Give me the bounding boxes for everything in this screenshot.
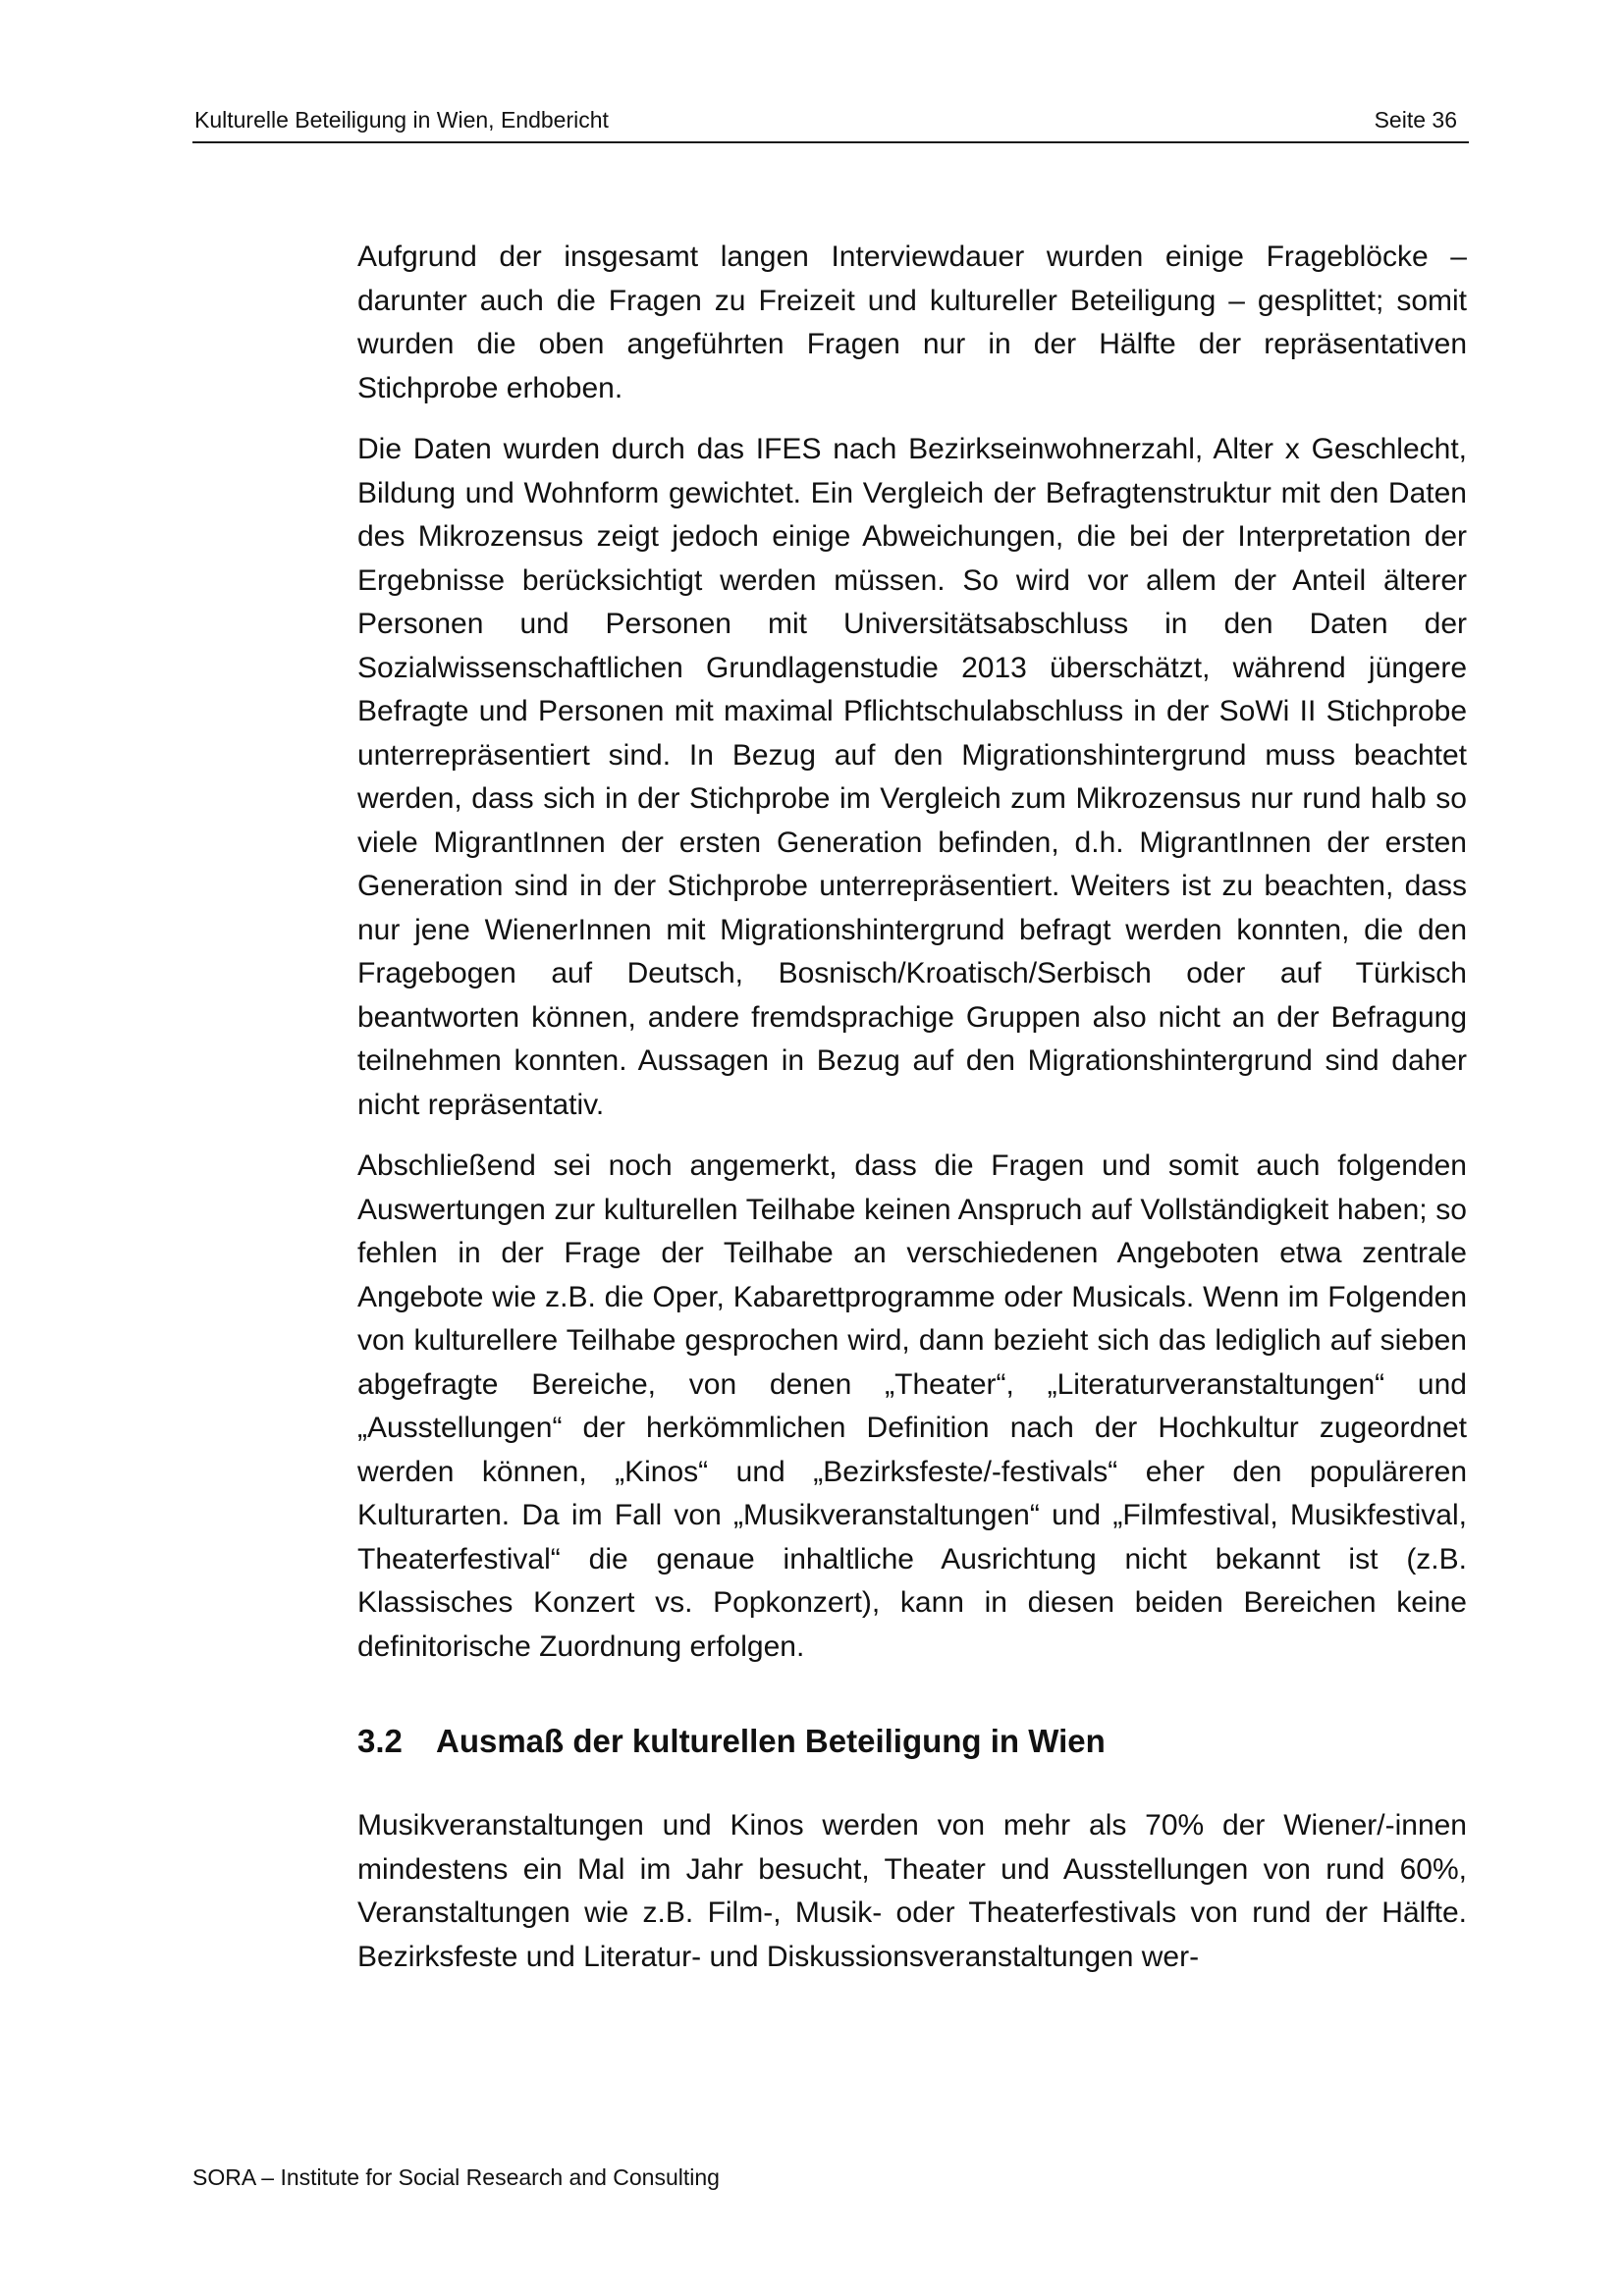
page-header bbox=[192, 102, 1469, 143]
paragraph-interview-duration: Aufgrund der insgesamt langen Interviewdauer wurden einige Frageblöcke – darunter auch die Fragen zu Freizeit und kultureller Beteiligung – gesplittet; somit wurden die oben angeführten Fragen nur in der Hälfte der repräsentativen Stichprobe erhoben. bbox=[357, 240, 1467, 404]
paragraph-participation: Musikveranstaltungen und Kinos werden von mehr als 70% der Wiener/-innen mindestens ein Mal im Jahr besucht, Theater und Ausstellungen von rund 60%, Veranstaltungen wie z.B. Film-, Musik- oder Theaterfestivals von rund der Hälfte. Bezirksfeste und Literatur- und Diskussionsveranstaltungen wer- bbox=[357, 1809, 1467, 1973]
page-number: Seite 36 bbox=[1374, 107, 1457, 133]
report-title: Kulturelle Beteiligung in Wien, Endbericht bbox=[194, 107, 609, 133]
paragraph-weighting: Die Daten wurden durch das IFES nach Bezirkseinwohnerzahl, Alter x Geschlecht, Bildung und Wohnform gewichtet. Ein Vergleich der Befragtenstruktur mit den Daten des Mikrozensus zeigt jedoch einige Abweichungen, die bei der Interpretation der Ergebnisse berücksichtigt werden müssen. So wird vor allem der Anteil älterer Personen und Personen mit Universitätsabschluss in den Daten der Sozialwissenschaftlichen Grundlagenstudie 2013 überschätzt, während jüngere Befragte und Personen mit maximal Pflichtschulabschluss in der SoWi II Stichprobe unterrepräsentiert sind. In Bezug auf den Migrationshintergrund muss beachtet werden, dass sich in der Stichprobe im Vergleich zum Mikrozensus nur rund halb so viele MigrantInnen der ersten Generation befinden, d.h. MigrantInnen der ersten Generation sind in der Stichprobe unterrepräsentiert. Weiters ist zu beachten, dass nur jene WienerInnen mit Migrationshintergrund befragt werden konnten, die den Fragebogen auf Deutsch, Bosnisch/Kroatisch/Serbisch oder auf Türkisch beantworten können, andere fremdsprachige Gruppen also nicht an der Befragung teilnehmen konnten. Aussagen in Bezug auf den Migrationshintergrund sind daher nicht repräsentativ. bbox=[357, 433, 1467, 1121]
section-number: 3.2 bbox=[357, 1723, 403, 1759]
section-title: Ausmaß der kulturellen Beteiligung in Wien bbox=[436, 1723, 1106, 1759]
paragraph-limitations: Abschließend sei noch angemerkt, dass die Fragen und somit auch folgenden Auswertungen zur kulturellen Teilhabe keinen Anspruch auf Vollständigkeit haben; so fehlen in der Frage der Teilhabe an verschiedenen Angeboten etwa zentrale Angebote wie z.B. die Oper, Kabarettprogramme oder Musicals. Wenn im Folgenden von kulturellere Teilhabe gesprochen wird, dann bezieht sich das lediglich auf sieben abgefragte Bereiche, von denen „Theater“, „Literaturveranstaltungen“ und „Ausstellungen“ der herkömmlichen Definition nach der Hochkultur zugeordnet werden können, „Kinos“ und „Bezirksfeste/-festivals“ eher den populäreren Kulturarten. Da im Fall von „Musikveranstaltungen“ und „Filmfestival, Musikfestival, Theaterfestival“ die genaue inhaltliche Ausrichtung nicht bekannt ist (z.B. Klassisches Konzert vs. Popkonzert), kann in diesen beiden Bereichen keine definitorische Zuordnung erfolgen. bbox=[357, 1149, 1467, 1663]
main-content bbox=[357, 236, 1467, 1997]
section-heading bbox=[357, 1720, 1467, 1763]
page-footer: SORA – Institute for Social Research and Consulting bbox=[192, 2164, 720, 2190]
